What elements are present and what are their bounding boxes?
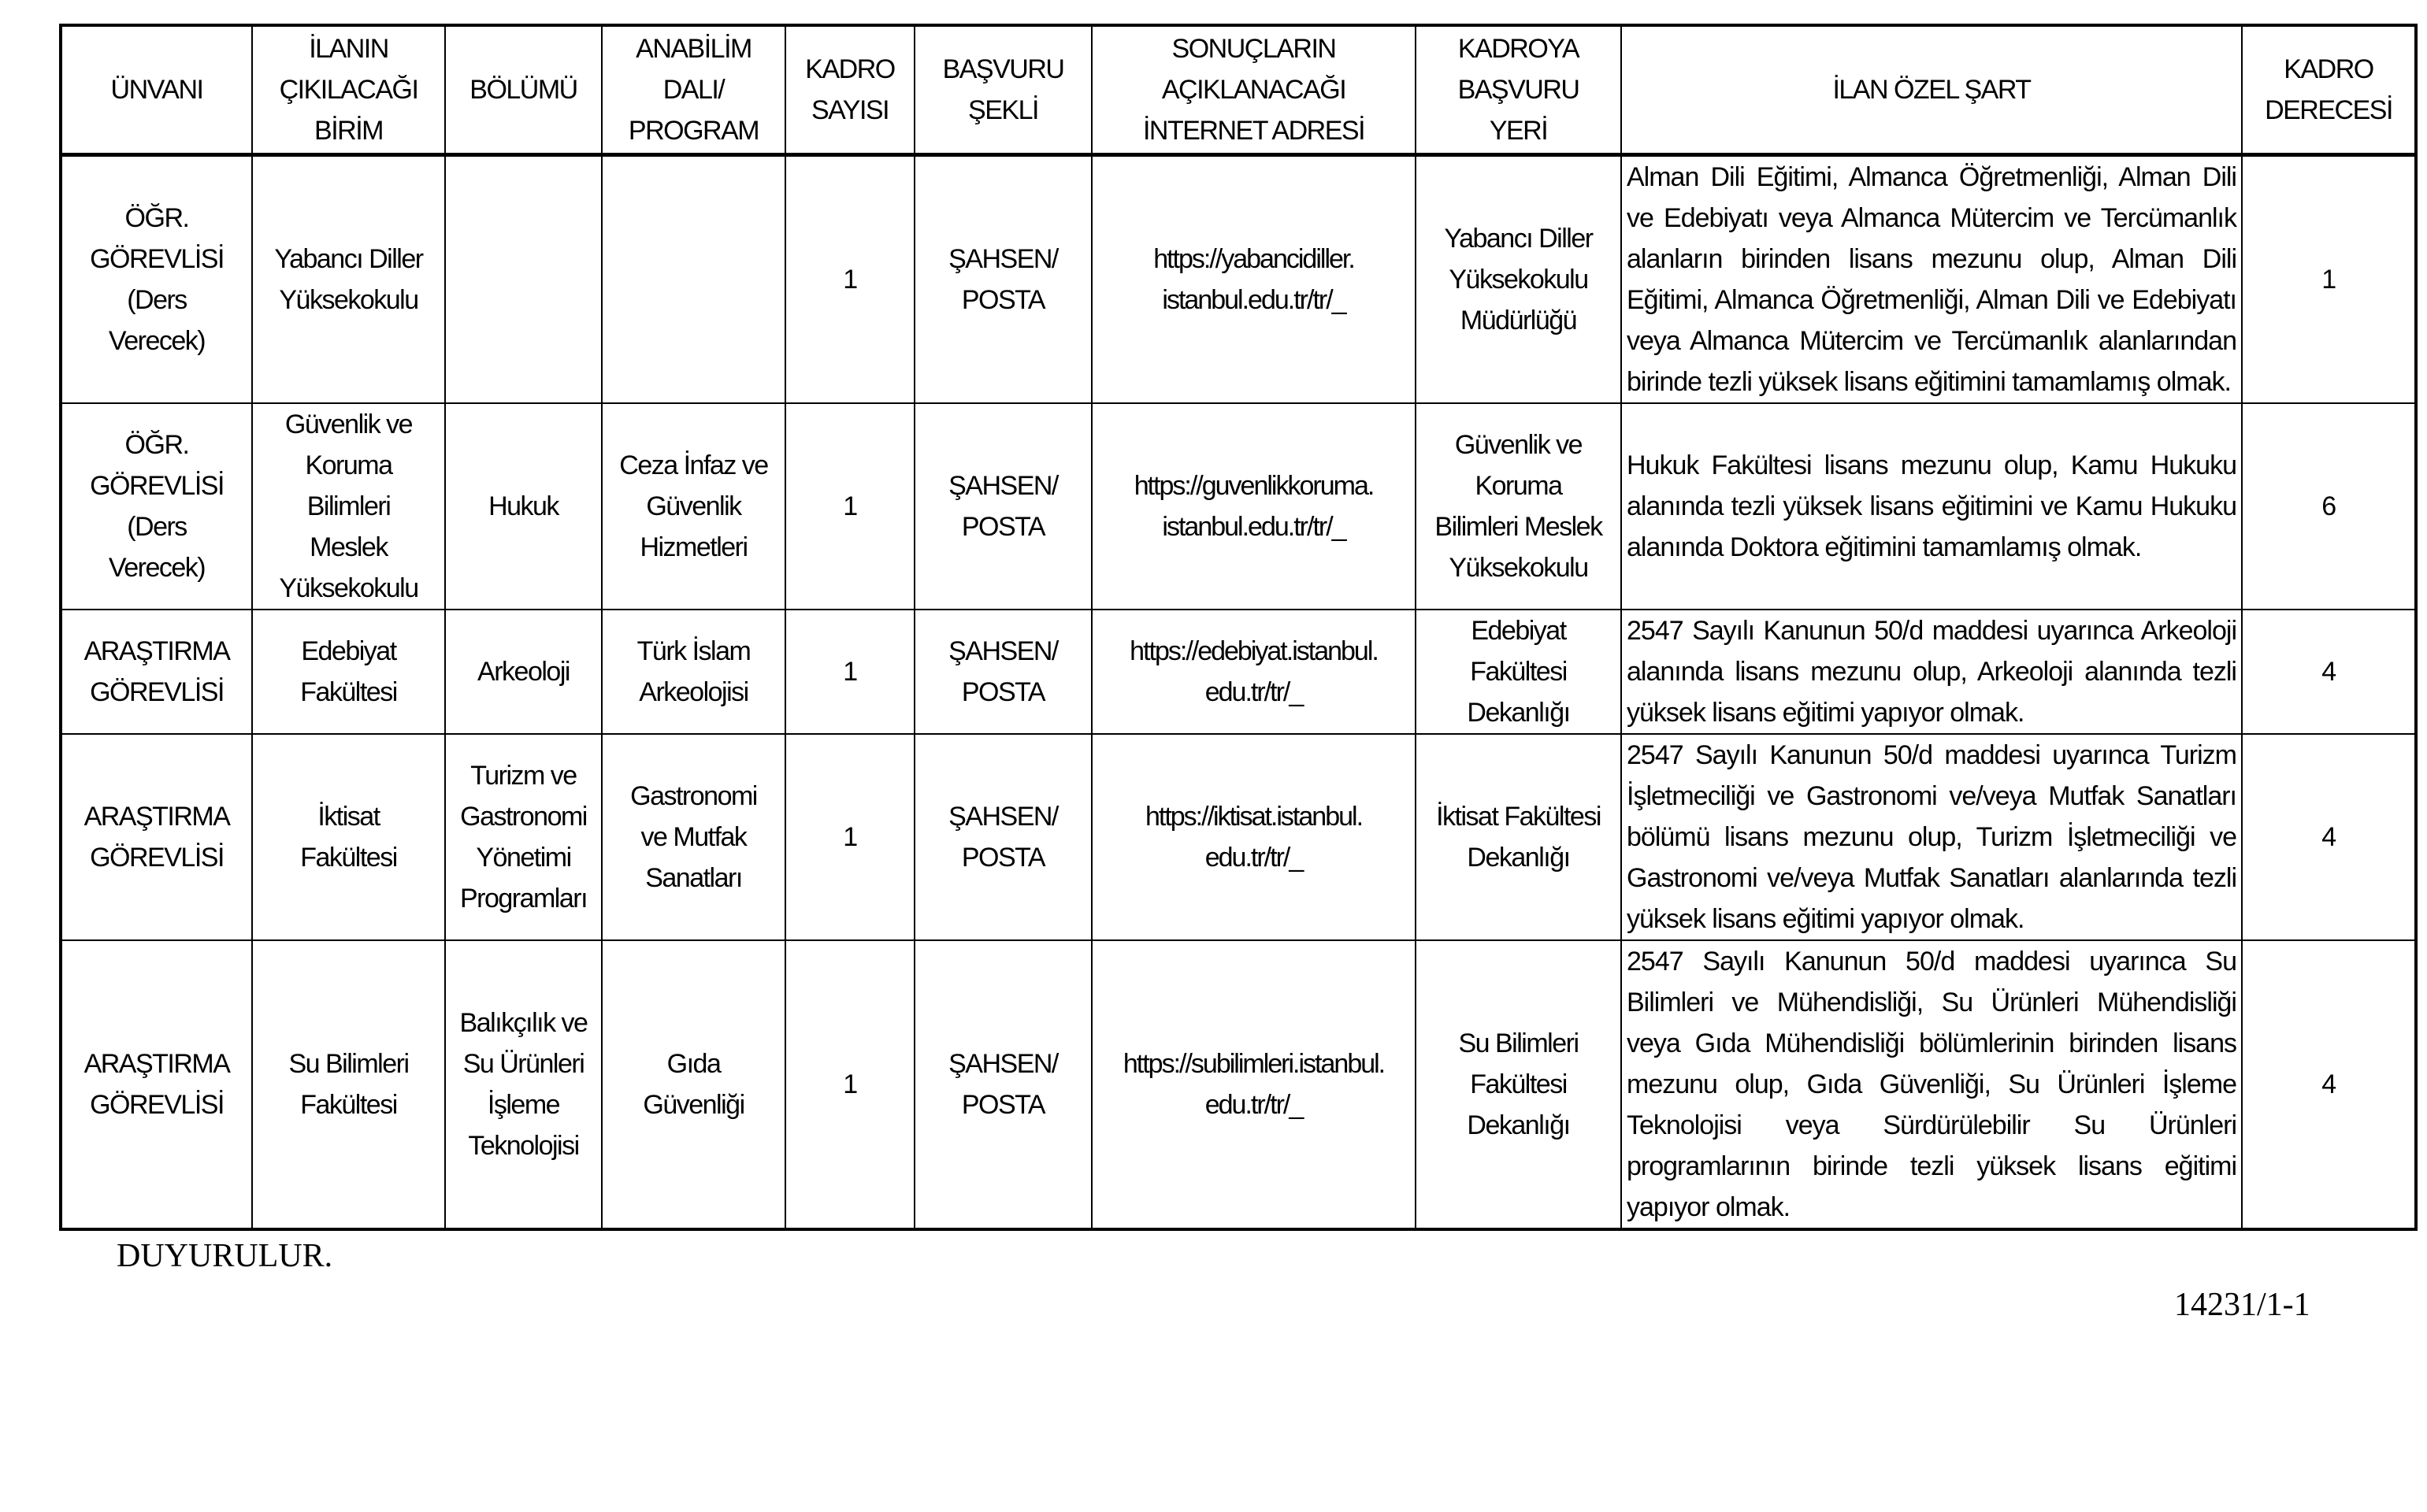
header-kadro-derecesi: KADRO DERECESİ [2242, 25, 2416, 155]
cell-anabilim [602, 155, 785, 404]
cell-bolum: Balıkçılık ve Su Ürünleri İşleme Teknolojisi [445, 940, 602, 1229]
cell-ozel-sart: 2547 Sayılı Kanunun 50/d maddesi uyarınca Turizm İşletmeciliği ve Gastronomi ve/veya Mutfak Sanatları bölümü lisans mezunu olup, Turizm İşletmeciliği ve Gastronomi ve/veya Mutfak Sanatları alanlarında tezli yüksek lisans eğitimi yapıyor olmak. [1621, 734, 2242, 940]
cell-kadro-derecesi: 6 [2242, 403, 2416, 610]
cell-anabilim: Gastronomi ve Mutfak Sanatları [602, 734, 785, 940]
header-bolum: BÖLÜMÜ [445, 25, 602, 155]
cell-internet-adresi[interactable]: https://iktisat.istanbul. edu.tr/tr/_ [1092, 734, 1416, 940]
cell-bolum [445, 155, 602, 404]
table-row [61, 610, 2416, 734]
cell-basvuru-sekli: ŞAHSEN/ POSTA [915, 155, 1092, 404]
cell-basvuru-yeri: Edebiyat Fakültesi Dekanlığı [1416, 610, 1621, 734]
table-row [61, 940, 2416, 1229]
header-unvan: ÜNVANI [61, 25, 252, 155]
cell-birim: Güvenlik ve Koruma Bilimleri Meslek Yüksekokulu [252, 403, 445, 610]
cell-kadro-derecesi: 1 [2242, 155, 2416, 404]
header-basvuru-yeri: KADROYA BAŞVURU YERİ [1416, 25, 1621, 155]
cell-unvan: ARAŞTIRMA GÖREVLİSİ [61, 610, 252, 734]
cell-anabilim: Türk İslam Arkeolojisi [602, 610, 785, 734]
cell-internet-adresi[interactable]: https://yabancidiller. istanbul.edu.tr/tr/_ [1092, 155, 1416, 404]
cell-bolum: Hukuk [445, 403, 602, 610]
header-basvuru-sekli: BAŞVURU ŞEKLİ [915, 25, 1092, 155]
cell-birim: Yabancı Diller Yüksekokulu [252, 155, 445, 404]
table-row [61, 403, 2416, 610]
table-row [61, 734, 2416, 940]
cell-ozel-sart: Alman Dili Eğitimi, Almanca Öğretmenliği, Alman Dili ve Edebiyatı veya Almanca Mütercim ve Tercümanlık alanların birinden lisans mezunu olup, Alman Dili Eğitimi, Almanca Öğretmenliği, Alman Dili ve Edebiyatı veya Almanca Mütercim ve Tercümanlık alanlarından birinde tezli yüksek lisans eğitimini tamamlamış olmak. [1621, 155, 2242, 404]
header-ozel-sart: İLAN ÖZEL ŞART [1621, 25, 2242, 155]
header-anabilim: ANABİLİM DALI/ PROGRAM [602, 25, 785, 155]
header-kadro-sayisi: KADRO SAYISI [785, 25, 915, 155]
cell-unvan: ÖĞR. GÖREVLİSİ (Ders Verecek) [61, 155, 252, 404]
job-listing-table [59, 24, 2418, 1231]
cell-kadro-sayisi: 1 [785, 403, 915, 610]
cell-unvan: ÖĞR. GÖREVLİSİ (Ders Verecek) [61, 403, 252, 610]
table-row [61, 155, 2416, 404]
cell-basvuru-yeri: Güvenlik ve Koruma Bilimleri Meslek Yüksekokulu [1416, 403, 1621, 610]
cell-anabilim: Gıda Güvenliği [602, 940, 785, 1229]
reference-number: 14231/1-1 [2174, 1287, 2310, 1323]
cell-kadro-derecesi: 4 [2242, 940, 2416, 1229]
cell-basvuru-yeri: Yabancı Diller Yüksekokulu Müdürlüğü [1416, 155, 1621, 404]
cell-birim: İktisat Fakültesi [252, 734, 445, 940]
cell-basvuru-sekli: ŞAHSEN/ POSTA [915, 734, 1092, 940]
cell-kadro-sayisi: 1 [785, 610, 915, 734]
header-row [61, 25, 2416, 155]
cell-bolum: Turizm ve Gastronomi Yönetimi Programları [445, 734, 602, 940]
cell-unvan: ARAŞTIRMA GÖREVLİSİ [61, 734, 252, 940]
cell-birim: Su Bilimleri Fakültesi [252, 940, 445, 1229]
cell-birim: Edebiyat Fakültesi [252, 610, 445, 734]
cell-kadro-derecesi: 4 [2242, 610, 2416, 734]
cell-ozel-sart: 2547 Sayılı Kanunun 50/d maddesi uyarınca Arkeoloji alanında lisans mezunu olup, Arkeoloji alanında tezli yüksek lisans eğitimi yapıyor olmak. [1621, 610, 2242, 734]
cell-ozel-sart: Hukuk Fakültesi lisans mezunu olup, Kamu Hukuku alanında tezli yüksek lisans eğitimini ve Kamu Hukuku alanında Doktora eğitimini tamamlamış olmak. [1621, 403, 2242, 610]
cell-kadro-sayisi: 1 [785, 734, 915, 940]
cell-kadro-sayisi: 1 [785, 155, 915, 404]
cell-internet-adresi[interactable]: https://edebiyat.istanbul. edu.tr/tr/_ [1092, 610, 1416, 734]
cell-kadro-sayisi: 1 [785, 940, 915, 1229]
cell-bolum: Arkeoloji [445, 610, 602, 734]
announcement-text: DUYURULUR. [117, 1238, 333, 1274]
cell-internet-adresi[interactable]: https://subilimleri.istanbul. edu.tr/tr/_ [1092, 940, 1416, 1229]
footer [0, 1231, 2427, 1349]
cell-internet-adresi[interactable]: https://guvenlikkoruma. istanbul.edu.tr/tr/_ [1092, 403, 1416, 610]
cell-ozel-sart: 2547 Sayılı Kanunun 50/d maddesi uyarınca Su Bilimleri ve Mühendisliği, Su Ürünleri Mühendisliği veya Gıda Mühendisliği bölümlerinin birinden lisans mezunu olup, Gıda Güvenliği, Su Ürünleri İşleme Teknolojisi veya Sürdürülebilir Su Ürünleri programlarının birinde tezli yüksek lisans eğitimi yapıyor olmak. [1621, 940, 2242, 1229]
cell-basvuru-yeri: İktisat Fakültesi Dekanlığı [1416, 734, 1621, 940]
cell-unvan: ARAŞTIRMA GÖREVLİSİ [61, 940, 252, 1229]
cell-basvuru-sekli: ŞAHSEN/ POSTA [915, 403, 1092, 610]
cell-kadro-derecesi: 4 [2242, 734, 2416, 940]
cell-anabilim: Ceza İnfaz ve Güvenlik Hizmetleri [602, 403, 785, 610]
header-birim: İLANIN ÇIKILACAĞI BİRİM [252, 25, 445, 155]
header-internet-adresi: SONUÇLARIN AÇIKLANACAĞI İNTERNET ADRESİ [1092, 25, 1416, 155]
cell-basvuru-sekli: ŞAHSEN/ POSTA [915, 610, 1092, 734]
cell-basvuru-sekli: ŞAHSEN/ POSTA [915, 940, 1092, 1229]
cell-basvuru-yeri: Su Bilimleri Fakültesi Dekanlığı [1416, 940, 1621, 1229]
